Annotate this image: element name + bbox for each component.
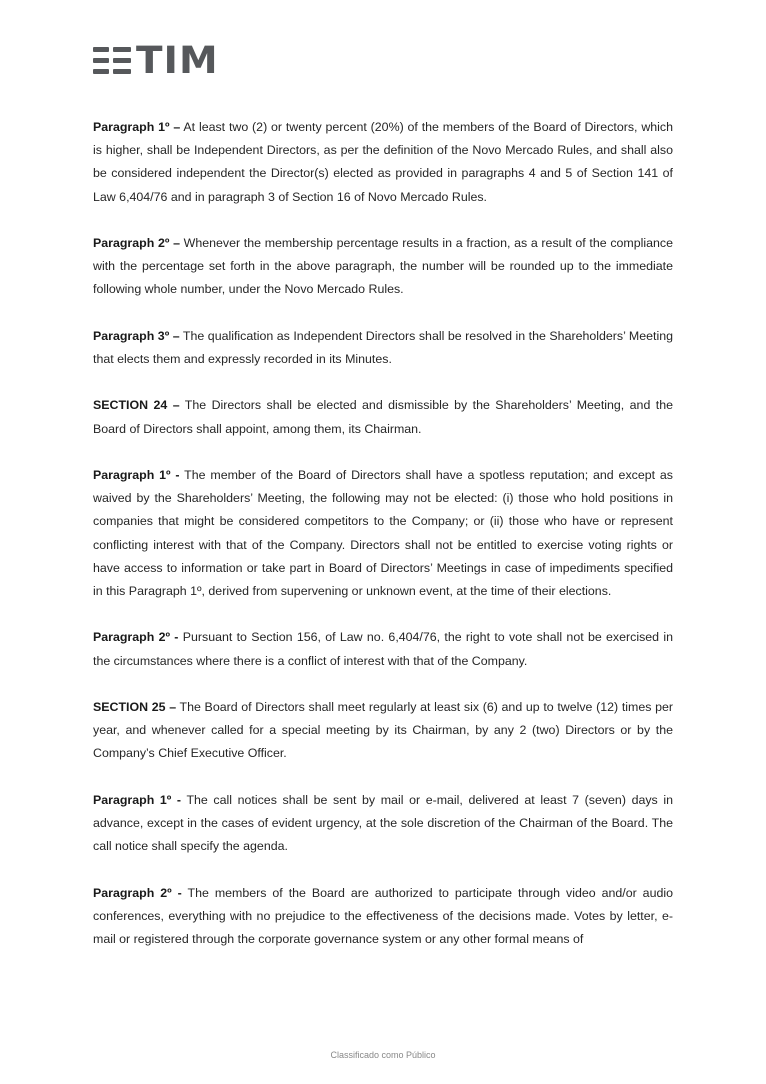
paragraph-lead: Paragraph 2º -: [93, 885, 182, 900]
tim-logo: [93, 39, 219, 82]
paragraph: [93, 789, 673, 859]
document-body: [93, 116, 673, 974]
paragraph: [93, 626, 673, 672]
paragraph: [93, 232, 673, 302]
paragraph-lead: Paragraph 1º -: [93, 467, 180, 482]
paragraph-text: The call notices shall be sent by mail or e-mail, delivered at least 7 (seven) days in advance, except in the cases of evident urgency, at the sole discretion of the Chairman of the Board. The call notice shall specify the agenda.: [93, 792, 673, 854]
paragraph: [93, 464, 673, 603]
paragraph: [93, 325, 673, 371]
classification-footer: Classificado como Público: [330, 1050, 436, 1060]
paragraph-text: The member of the Board of Directors shall have a spotless reputation; and except as waived by the Shareholders’ Meeting, the following may not be elected: (i) those who hold positions in companies that might be considered competitors to the Company; or (ii) those who have or represent conflicting interest with that of the Company. Directors shall not be entitled to exercise voting rights or have access to information or take part in Board of Directors’ Meetings in case of impediments specified in this Paragraph 1º, derived from supervening or unknown event, at the time of their elections.: [93, 467, 673, 598]
tim-logo-icon: [93, 44, 134, 78]
section-lead: SECTION 24 –: [93, 398, 180, 413]
section-paragraph: [93, 696, 673, 766]
paragraph-text: Pursuant to Section 156, of Law no. 6,404/76, the right to vote shall not be exercised in the circumstances where there is a conflict of interest with that of the Company.: [93, 630, 673, 668]
paragraph-lead: Paragraph 2º -: [93, 630, 179, 645]
paragraph-text: The Directors shall be elected and dismissible by the Shareholders’ Meeting, and the Board of Directors shall appoint, among them, its Chairman.: [93, 398, 673, 436]
paragraph-lead: Paragraph 1º –: [93, 120, 181, 134]
tim-logo-text: TIM: [136, 39, 219, 82]
paragraph-text: The Board of Directors shall meet regularly at least six (6) and up to twelve (12) times per year, and whenever called for a special meeting by its Chairman, by any 2 (two) Directors or by the Company’s Chief Executive Officer.: [93, 699, 673, 761]
paragraph-lead: Paragraph 2º –: [93, 236, 180, 250]
paragraph: [93, 882, 673, 952]
paragraph-text: The qualification as Independent Directors shall be resolved in the Shareholders’ Meeting that elects them and expressly recorded in its Minutes.: [93, 328, 674, 366]
paragraph-text: At least two (2) or twenty percent (20%) of the members of the Board of Directors, which is higher, shall be Independent Directors, as per the definition of the Novo Mercado Rules, and shall also be considered independent the Director(s) elected as provided in paragraphs 4 and 5 of Section 141 of Law 6,404/76 and in paragraph 3 of Section 16 of Novo Mercado Rules.: [93, 120, 674, 204]
paragraph-text: Whenever the membership percentage results in a fraction, as a result of the compliance with the percentage set forth in the above paragraph, the number will be rounded up to the immediate following whole number, under the Novo Mercado Rules.: [93, 236, 673, 297]
section-lead: SECTION 25 –: [93, 699, 177, 714]
paragraph-text: The members of the Board are authorized to participate through video and/or audio conferences, everything with no prejudice to the effectiveness of the decisions made. Votes by letter, e-mail or registered through the corporate governance system or any other formal means of: [93, 885, 674, 946]
paragraph: [93, 116, 673, 209]
paragraph-lead: Paragraph 1º -: [93, 792, 182, 807]
paragraph-lead: Paragraph 3º –: [93, 328, 180, 343]
section-paragraph: [93, 394, 673, 440]
